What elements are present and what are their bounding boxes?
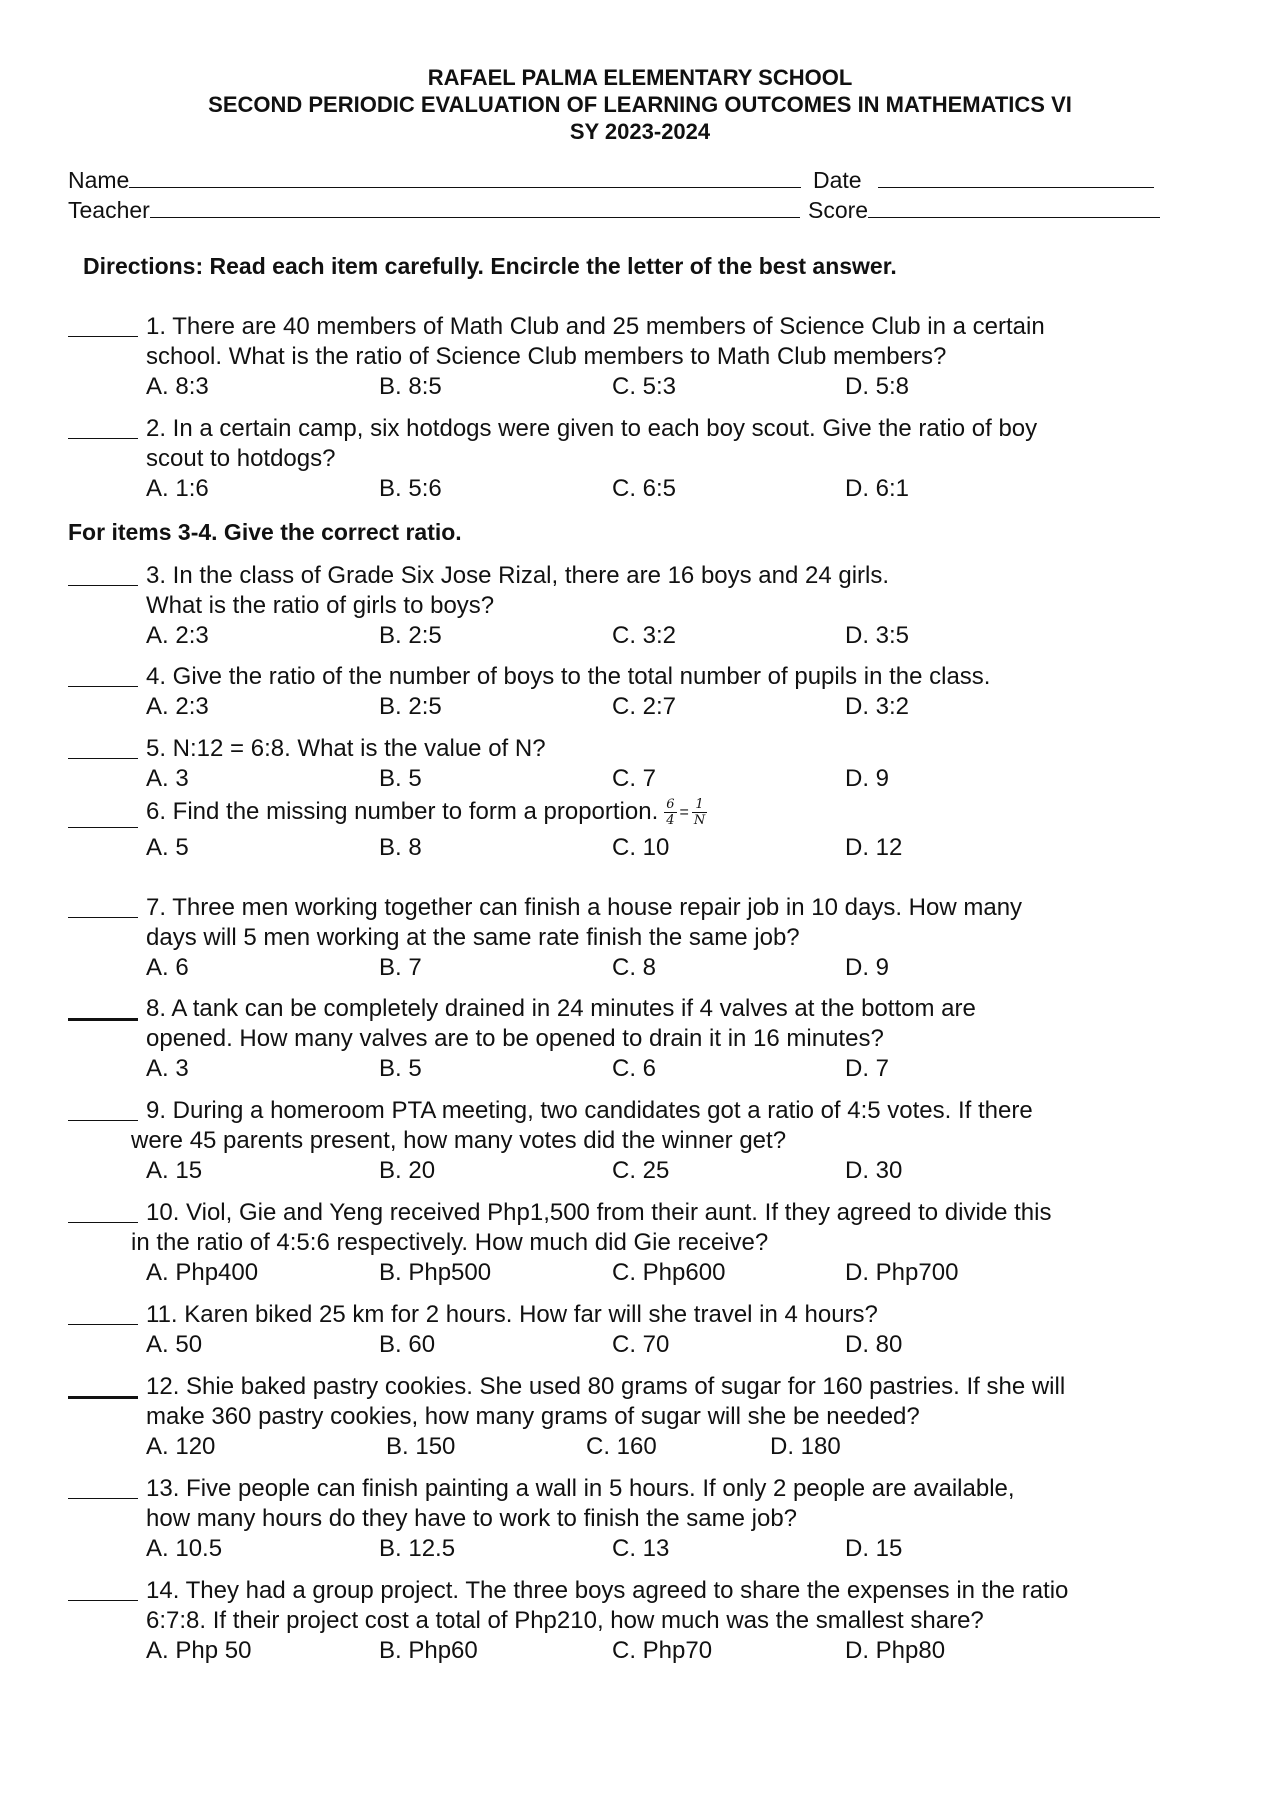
choice-c[interactable]: C. 70 — [612, 1331, 670, 1358]
choice-b[interactable]: B. 5:6 — [379, 475, 442, 502]
question-text — [146, 1096, 1206, 1126]
choice-b[interactable]: B. 60 — [379, 1331, 436, 1358]
choice-c[interactable]: C. Php70 — [612, 1637, 713, 1664]
question-text — [146, 734, 1206, 764]
directions: Directions: Read each item carefully. Encircle the letter of the best answer. — [83, 253, 897, 279]
question-line-2: opened. How many valves are to be opened to drain it in 16 minutes? — [146, 1025, 884, 1052]
answer-blank[interactable] — [68, 438, 138, 439]
question-text — [146, 662, 1206, 692]
choice-b[interactable]: B. 8:5 — [379, 373, 442, 400]
choice-a[interactable]: A. Php 50 — [146, 1637, 252, 1664]
numerator: 6 — [666, 797, 675, 813]
choice-a[interactable]: A. 3 — [146, 1055, 189, 1082]
question-line-1: 3. In the class of Grade Six Jose Rizal, there are 16 boys and 24 girls. — [146, 562, 890, 589]
question-item — [68, 561, 1258, 651]
choice-c[interactable]: C. Php600 — [612, 1259, 726, 1286]
denominator: N — [693, 813, 706, 829]
choice-b[interactable]: B. 8 — [379, 834, 422, 861]
question-line-1: 5. N:12 = 6:8. What is the value of N? — [146, 735, 546, 762]
choice-a[interactable]: A. 120 — [146, 1433, 216, 1460]
choice-b[interactable]: B. 150 — [386, 1433, 456, 1460]
choice-row — [146, 953, 1146, 983]
answer-blank[interactable] — [68, 1324, 138, 1325]
teacher-field[interactable] — [68, 195, 800, 224]
question-text — [146, 1300, 1206, 1330]
choice-d[interactable]: D. 80 — [845, 1331, 903, 1358]
question-item — [68, 1198, 1258, 1288]
question-line-2: days will 5 men working at the same rate finish the same job? — [146, 924, 800, 951]
date-line[interactable] — [878, 165, 1154, 188]
choice-b[interactable]: B. 12.5 — [379, 1535, 456, 1562]
choice-b[interactable]: B. Php500 — [379, 1259, 492, 1286]
question-line-1: 1. There are 40 members of Math Club and 25 members of Science Club in a certain — [146, 313, 1045, 340]
choice-d[interactable]: D. 30 — [845, 1157, 903, 1184]
choice-row — [146, 764, 1146, 794]
choice-d[interactable]: D. 3:2 — [845, 693, 910, 720]
choice-row — [146, 833, 1146, 863]
choice-row — [146, 1534, 1146, 1564]
choice-row — [146, 1636, 1146, 1666]
answer-blank[interactable] — [68, 1396, 138, 1399]
question-line-1: 4. Give the ratio of the number of boys to the total number of pupils in the class. — [146, 663, 991, 690]
choice-d[interactable]: D. Php80 — [845, 1637, 946, 1664]
question-text — [146, 414, 1206, 444]
choice-c[interactable]: C. 7 — [612, 765, 657, 792]
answer-blank[interactable] — [68, 1498, 138, 1499]
question-item — [68, 414, 1258, 504]
name-line[interactable] — [129, 165, 801, 188]
choice-c[interactable]: C. 3:2 — [612, 622, 677, 649]
answer-blank[interactable] — [68, 1600, 138, 1601]
question-line-1: 6. Find the missing number to form a proportion. — [146, 798, 659, 825]
choice-row — [146, 1054, 1146, 1084]
question-line-2: how many hours do they have to work to finish the same job? — [146, 1505, 798, 1532]
choice-d[interactable]: D. 12 — [845, 834, 903, 861]
answer-blank[interactable] — [68, 1120, 138, 1121]
proportion-fraction — [664, 797, 707, 829]
choice-a[interactable]: A. 2:3 — [146, 622, 209, 649]
fraction — [692, 797, 707, 828]
choice-d[interactable]: D. 9 — [845, 954, 890, 981]
question-text — [146, 797, 1206, 828]
choice-d[interactable]: D. Php700 — [845, 1259, 959, 1286]
choice-row — [146, 692, 1146, 722]
choice-c[interactable]: C. 13 — [612, 1535, 670, 1562]
teacher-label: Teacher — [68, 197, 150, 223]
question-line-2: 6:7:8. If their project cost a total of Php210, how much was the smallest share? — [146, 1607, 984, 1634]
choice-b[interactable]: B. Php60 — [379, 1637, 478, 1664]
question-line-1: 9. During a homeroom PTA meeting, two candidates got a ratio of 4:5 votes. If there — [146, 1097, 1033, 1124]
answer-blank[interactable] — [68, 686, 138, 687]
choice-c[interactable]: C. 6 — [612, 1055, 657, 1082]
choice-a[interactable]: A. 6 — [146, 954, 189, 981]
question-text — [146, 1198, 1206, 1228]
choice-b[interactable]: B. 5 — [379, 1055, 422, 1082]
question-line-1: 2. In a certain camp, six hotdogs were given to each boy scout. Give the ratio of boy — [146, 415, 1038, 442]
school-name: RAFAEL PALMA ELEMENTARY SCHOOL — [427, 65, 853, 90]
date-field[interactable] — [813, 165, 1154, 194]
question-item — [68, 1474, 1258, 1564]
answer-blank[interactable] — [68, 585, 138, 586]
question-line-1: 12. Shie baked pastry cookies. She used 80 grams of sugar for 160 pastries. If she will — [146, 1373, 1066, 1400]
choice-b[interactable]: B. 2:5 — [379, 693, 442, 720]
answer-blank[interactable] — [68, 1222, 138, 1223]
choice-c[interactable]: C. 10 — [612, 834, 670, 861]
school-year: SY 2023-2024 — [569, 119, 711, 144]
choice-b[interactable]: B. 2:5 — [379, 622, 442, 649]
choice-b[interactable]: B. 5 — [379, 765, 422, 792]
choice-b[interactable]: B. 20 — [379, 1157, 436, 1184]
question-text — [146, 1474, 1206, 1504]
question-text — [146, 312, 1206, 342]
choice-d[interactable]: D. 5:8 — [845, 373, 910, 400]
question-item — [68, 1300, 1258, 1360]
date-label: Date — [813, 167, 862, 193]
score-label: Score — [808, 197, 869, 223]
choice-a[interactable]: A. Php400 — [146, 1259, 259, 1286]
question-text — [146, 893, 1206, 923]
question-item — [68, 994, 1258, 1084]
question-text — [146, 1576, 1206, 1606]
choice-d[interactable]: D. 3:5 — [845, 622, 910, 649]
choice-row — [146, 1258, 1146, 1288]
question-line-2: make 360 pastry cookies, how many grams of sugar will she be needed? — [146, 1403, 920, 1430]
choice-d[interactable]: D. 7 — [845, 1055, 890, 1082]
question-line-1: 14. They had a group project. The three boys agreed to share the expenses in the ratio — [146, 1577, 1069, 1604]
question-item — [68, 1096, 1258, 1186]
question-line-2: in the ratio of 4:5:6 respectively. How much did Gie receive? — [131, 1229, 769, 1256]
question-text — [146, 561, 1206, 591]
question-line-1: 8. A tank can be completely drained in 24 minutes if 4 valves at the bottom are — [146, 995, 976, 1022]
question-line-1: 11. Karen biked 25 km for 2 hours. How far will she travel in 4 hours? — [146, 1301, 878, 1328]
question-line-1: 13. Five people can finish painting a wall in 5 hours. If only 2 people are available, — [146, 1475, 1015, 1502]
choice-a[interactable]: A. 5 — [146, 834, 189, 861]
answer-blank[interactable] — [68, 758, 138, 759]
denominator: 4 — [666, 813, 675, 829]
question-item — [68, 893, 1258, 983]
section-note: For items 3-4. Give the correct ratio. — [68, 519, 462, 545]
name-label: Name — [68, 167, 130, 193]
choice-a[interactable]: A. 50 — [146, 1331, 203, 1358]
choice-row — [146, 1156, 1146, 1186]
choice-c[interactable]: C. 2:7 — [612, 693, 677, 720]
question-item — [68, 312, 1258, 402]
question-line-2: scout to hotdogs? — [146, 445, 336, 472]
choice-d[interactable]: D. 180 — [770, 1433, 841, 1460]
choice-d[interactable]: D. 9 — [845, 765, 890, 792]
score-line[interactable] — [868, 195, 1160, 218]
choice-a[interactable]: A. 10.5 — [146, 1535, 223, 1562]
question-line-1: 10. Viol, Gie and Yeng received Php1,500 from their aunt. If they agreed to divide this — [146, 1199, 1052, 1226]
question-item — [68, 662, 1258, 722]
choice-c[interactable]: C. 25 — [612, 1157, 670, 1184]
teacher-line[interactable] — [150, 195, 800, 218]
fraction — [664, 797, 676, 828]
choice-b[interactable]: B. 7 — [379, 954, 422, 981]
choice-a[interactable]: A. 3 — [146, 765, 189, 792]
question-text — [146, 994, 1206, 1024]
question-line-1: 7. Three men working together can finish a house repair job in 10 days. How many — [146, 894, 1023, 921]
choice-row — [146, 474, 1146, 504]
exam-title: SECOND PERIODIC EVALUATION OF LEARNING OUTCOMES IN MATHEMATICS VI — [208, 92, 1072, 117]
answer-blank[interactable] — [68, 1018, 138, 1021]
choice-row — [146, 372, 1146, 402]
answer-blank[interactable] — [68, 827, 138, 828]
choice-row — [146, 1330, 1146, 1360]
question-line-2: What is the ratio of girls to boys? — [146, 592, 495, 619]
choice-d[interactable]: D. 6:1 — [845, 475, 910, 502]
question-line-2: school. What is the ratio of Science Club members to Math Club members? — [146, 343, 947, 370]
answer-blank[interactable] — [68, 336, 138, 337]
choice-a[interactable]: A. 15 — [146, 1157, 203, 1184]
choice-c[interactable]: C. 160 — [586, 1433, 657, 1460]
choice-c[interactable]: C. 8 — [612, 954, 657, 981]
choice-c[interactable]: C. 5:3 — [612, 373, 677, 400]
answer-blank[interactable] — [68, 917, 138, 918]
name-field[interactable] — [68, 165, 801, 194]
choice-d[interactable]: D. 15 — [845, 1535, 903, 1562]
choice-row — [146, 621, 1146, 651]
equals-sign: = — [679, 803, 689, 821]
choice-a[interactable]: A. 2:3 — [146, 693, 209, 720]
exam-header — [0, 64, 1280, 145]
question-text — [146, 1372, 1206, 1402]
question-item — [68, 734, 1258, 794]
score-field[interactable] — [808, 195, 1160, 224]
choice-a[interactable]: A. 1:6 — [146, 475, 209, 502]
choice-a[interactable]: A. 8:3 — [146, 373, 209, 400]
question-item — [68, 1372, 1258, 1462]
question-item — [68, 797, 1258, 863]
choice-c[interactable]: C. 6:5 — [612, 475, 677, 502]
choice-row — [146, 1432, 1146, 1462]
question-item — [68, 1576, 1258, 1666]
question-line-2: were 45 parents present, how many votes did the winner get? — [131, 1127, 787, 1154]
numerator: 1 — [692, 797, 707, 813]
